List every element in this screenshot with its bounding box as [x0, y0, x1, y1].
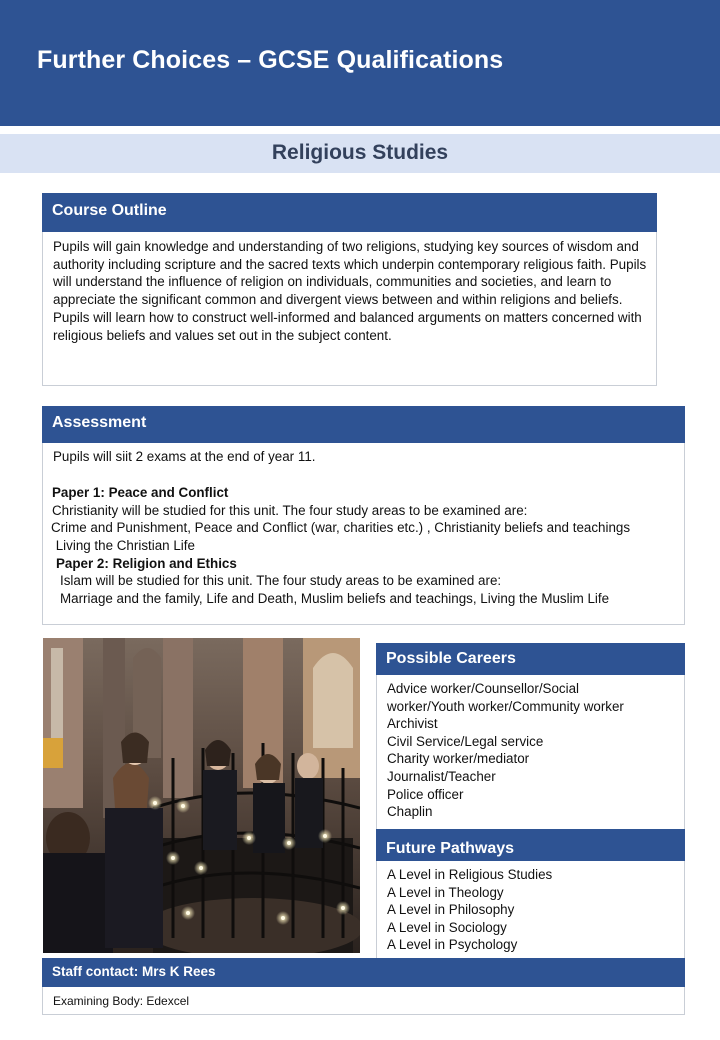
assessment-intro: Pupils will siit 2 exams at the end of year 11. — [53, 449, 316, 464]
careers-header — [376, 643, 685, 675]
career-item: Chaplin — [387, 804, 433, 820]
assessment-box — [42, 406, 685, 625]
paper1-title: Paper 1: Peace and Conflict — [52, 485, 229, 500]
paper2-line-2: Marriage and the family, Life and Death, Muslim beliefs and teachings, Living the Muslim Life — [60, 591, 610, 606]
course-outline-header — [42, 193, 657, 232]
cathedral-candle-photo — [43, 638, 360, 953]
course-outline-box — [42, 193, 657, 386]
career-item: Police officer — [387, 786, 464, 802]
course-outline-heading: Course Outline — [52, 202, 167, 219]
pathway-item: A Level in Psychology — [387, 937, 518, 953]
pathways-heading: Future Pathways — [386, 840, 515, 857]
paper2-line-1: Islam will be studied for this unit. The four study areas to be examined are: — [60, 573, 502, 588]
pathway-item: A Level in Theology — [387, 884, 504, 900]
page-title: Further Choices – GCSE Qualifications — [37, 46, 504, 74]
career-item: Advice worker/Counsellor/Social — [387, 681, 580, 696]
pathway-item: A Level in Philosophy — [387, 902, 515, 918]
pathway-item: A Level in Religious Studies — [387, 867, 553, 882]
page-header — [0, 0, 720, 126]
paper1-line-2: Crime and Punishment, Peace and Conflict (war, charities etc.) , Christianity beliefs and teachings — [51, 520, 631, 535]
paper1-line-3: Living the Christian Life — [52, 538, 195, 553]
staff-contact-header — [42, 958, 685, 987]
pathways-box — [376, 829, 685, 960]
subject-band — [0, 134, 720, 173]
staff-contact-box — [42, 958, 685, 1015]
paper1-line-1: Christianity will be studied for this unit. The four study areas to be examined are: — [52, 503, 528, 518]
course-outline-text: Pupils will gain knowledge and understanding of two religions, studying key sources of wisdom and authority including scripture and the sacred texts which underpin contemporary religious faith. Pupils will understand the influence of religion on individuals, communities and societies, and learn to appreciate the significant common and divergent views between and within religions and beliefs. Pupils will learn how to construct well-informed and balanced arguments on matters concerned with religious beliefs and values set out in the subject content. — [53, 239, 647, 343]
staff-contact: Staff contact: Mrs K Rees — [52, 964, 216, 979]
paper2-title: Paper 2: Religion and Ethics — [56, 556, 237, 571]
examining-body: Examining Body: Edexcel — [53, 994, 190, 1008]
career-item: Charity worker/mediator — [387, 751, 530, 767]
subject-title: Religious Studies — [271, 141, 449, 164]
career-item: Journalist/Teacher — [387, 769, 496, 784]
assessment-heading: Assessment — [52, 414, 147, 431]
career-item: worker/Youth worker/Community worker — [387, 698, 624, 714]
career-item: Archivist — [387, 716, 438, 732]
pathway-item: A Level in Sociology — [387, 919, 507, 935]
career-item: Civil Service/Legal service — [387, 733, 544, 749]
careers-box — [376, 643, 685, 830]
pathways-header — [376, 829, 685, 861]
careers-heading: Possible Careers — [386, 650, 516, 667]
assessment-header — [42, 406, 685, 443]
